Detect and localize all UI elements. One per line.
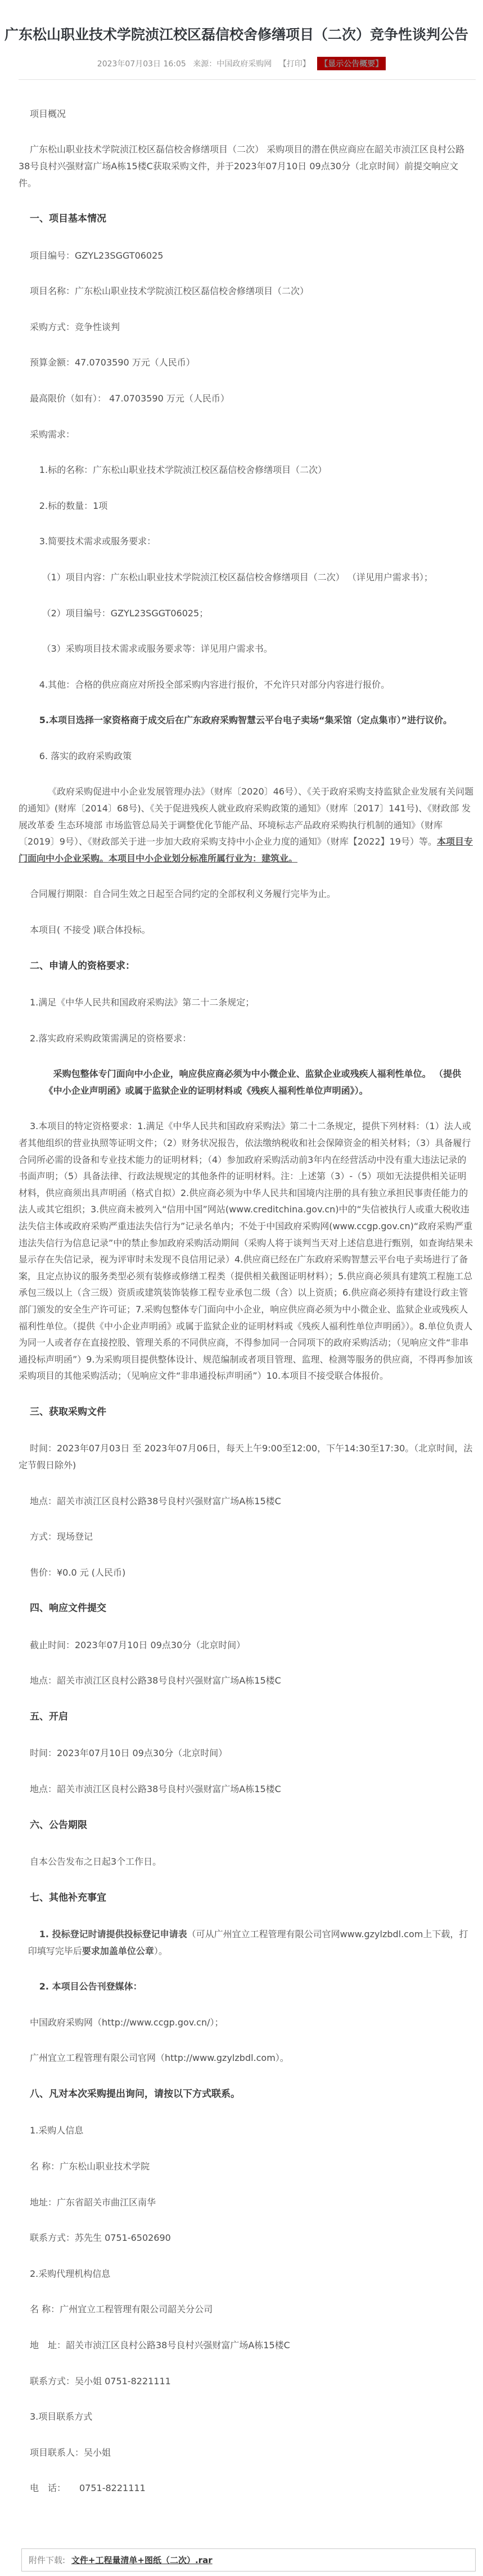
media-1 [30,2014,475,2031]
agency-contact [30,2373,475,2390]
text-segment: （3）采购项目技术需求或服务要求等：详见用户需求书。 [42,643,273,655]
announcement-page [0,25,483,2572]
buyer-contact [30,2230,475,2246]
text-segment: 二、申请人的资格要求： [30,960,135,972]
doc-time [19,1440,475,1473]
text-segment: 3.简要技术需求或服务要求： [39,536,156,547]
agency-address [30,2337,475,2354]
section-5-heading [30,1708,475,1726]
qualification-1 [30,994,475,1011]
document-body [0,80,483,2497]
section-4-heading [30,1600,475,1617]
text-segment: 采购需求： [30,428,75,440]
text-segment: 预算金额：47.0703590 万元（人民币） [30,357,195,368]
submit-place [30,1672,475,1689]
contract-period [30,886,475,903]
text-segment: 最高限价（如有）： 47.0703590 万元（人民币） [30,393,229,404]
doc-method [30,1528,475,1545]
demand-item-3-2 [30,605,475,622]
demand-item-3-1 [30,569,475,586]
text-segment: 2. 本项目公告刊登媒体： [39,1981,142,1992]
text-segment: 地点：韶关市浈江区良村公路38号良村兴强财富广场A栋15楼C [30,1784,281,1794]
text-segment: 2.落实政府采购政策需满足的资格要求： [30,1032,192,1044]
text-segment: 1.满足《中华人民共和国政府采购法》第二十二条规定； [30,997,255,1008]
demand-item-5 [19,712,475,729]
text-segment: 一、项目基本情况 [30,213,106,225]
text-segment: 项目名称：广东松山职业技术学院浈江校区磊信校舍修缮项目（二次） [30,286,309,297]
text-segment: 合同履行期限：自合同生效之日起至合同约定的全部权利义务履行完毕为止。 [30,888,336,900]
text-segment: 七、其他补充事宜 [30,1892,106,1903]
buyer-info-label [30,2122,475,2139]
text-segment: 方式：现场登记 [30,1531,93,1542]
qualification-2 [30,1030,475,1047]
text-segment: 时间：2023年07月10日 09点30分（北京时间） [30,1748,228,1759]
text-segment: 2.采购代理机构信息 [30,2268,111,2279]
source-label: 来源：中国政府采购网 [193,59,272,69]
text-segment: 六、公告期限 [30,1819,87,1831]
meta-bar [0,57,483,70]
project-contact-person [30,2444,475,2461]
attachment-link[interactable]: 文件+工程量清单+图纸（二次）.rar [71,2555,213,2565]
demand-item-3-3 [30,640,475,657]
text-segment: 采购方式：竞争性谈判 [30,321,120,332]
text-segment: 中国政府采购网（http://www.ccgp.gov.cn/）； [30,2016,224,2028]
text-segment: （2）项目编号：GZYL23SGGT06025； [42,607,209,619]
text-segment: 截止时间：2023年07月10日 09点30分（北京时间） [30,1639,246,1650]
buyer-name [30,2158,475,2175]
text-segment: 2.标的数量：1项 [39,500,108,511]
text-segment: 本项目专门面向中小企业采购。本项目中小企业划分标准所属行业为：建筑业。 [19,836,473,864]
text-segment: 广东松山职业技术学院浈江校区磊信校舍修缮项目（二次） 采购项目的潜在供应商应在韶关市浈江区良村公路38号良村兴强财富广场A栋15楼C获取采购文件，并于2023年07月10日 09点30分（北京时间）前提交响应文件。 [19,144,465,188]
text-segment: 项目联系人：吴小姐 [30,2447,111,2458]
text-segment: 1. 投标登记时请提供投标登记申请表 [39,1929,187,1940]
attachment-box [21,2548,476,2572]
consortium-note [30,922,475,939]
max-price [30,390,475,407]
text-segment: 联系方式：苏先生 0751-6502690 [30,2232,171,2244]
text-segment: 1.标的名称：广东松山职业技术学院浈江校区磊信校舍修缮项目（二次） [39,464,327,476]
text-segment: 项目编号：GZYL23SGGT06025 [30,250,164,261]
text-segment: （1）项目内容：广东松山职业技术学院浈江校区磊信校舍修缮项目（二次） （详见用户需求书）； [42,571,433,583]
text-segment: 3.项目联系方式 [30,2411,93,2422]
section-2-heading [30,958,475,975]
demand-item-1 [30,462,475,479]
section-3-heading [30,1404,475,1421]
project-name [30,283,475,300]
text-segment: 本项目( 不接受 )联合体投标。 [30,924,151,936]
announcement-period [30,1853,475,1870]
procurement-demand-label [30,426,475,443]
open-time [30,1745,475,1762]
demand-item-6 [30,748,475,765]
text-segment: 项目概况 [30,108,66,119]
section-7-heading [30,1889,475,1907]
text-segment: 广州宜立工程管理有限公司官网（http://www.gzylzbdl.com）。 [30,2052,289,2064]
procurement-method [30,319,475,336]
project-contact-label [30,2408,475,2425]
text-segment: 自本公告发布之日起3个工作日。 [30,1856,162,1867]
policy-paragraph [19,783,475,867]
agency-info-label [30,2266,475,2282]
text-segment: 名 称：广州宜立工程管理有限公司韶关分公司 [30,2304,213,2315]
attachment-label: 附件下载: [29,2555,66,2565]
section-1-heading [30,210,475,228]
publish-date: 2023年07月03日 16:05 [97,59,186,69]
budget-amount [30,354,475,371]
media-2 [30,2050,475,2067]
buyer-address [30,2194,475,2211]
text-segment: 八、凡对本次采购提出询问，请按以下方式联系。 [30,2088,240,2100]
qualification-3 [19,1118,475,1384]
agency-name [30,2301,475,2318]
text-segment: 联系方式：吴小姐 0751-8221111 [30,2375,171,2386]
demand-item-2 [30,498,475,515]
text-segment: 四、响应文件提交 [30,1603,106,1614]
project-overview [19,141,475,191]
text-segment: （可从广州宜立工程管理有限公司官网www.gzylzbdl.com上下载，打印填写完毕后 [28,1929,468,1956]
project-contact-phone [30,2480,475,2497]
text-segment: 6. 落实的政府采购政策 [39,750,132,761]
open-place [30,1781,475,1798]
text-segment: 电 话： 0751-8221111 [30,2483,146,2494]
text-segment: 售价：¥0.0 元 (人民币) [30,1567,126,1578]
demand-item-4 [30,676,475,693]
text-segment: 名 称：广东松山职业技术学院 [30,2161,150,2172]
text-segment: 《政府采购促进中小企业发展管理办法》（财库〔2020〕46号）、《关于政府采购支持监狱企业发展有关问题的通知》(财库〔2014〕68号)、《关于促进残疾人就业政府采购政策的通知》（财库〔2017〕141号)、《财政部 发展改革委 生态环境部 市场监管总局关于调整优化节能产品、环境标志产品政府采购执行机制的通知》（财库〔2019〕9号）、《财政部关于进一步加大政府采购支持中小企业力度的通知》（财库【2022】19号）等。 [19,786,474,847]
doc-price [30,1564,475,1581]
section-6-heading [30,1817,475,1834]
text-segment: 地 址：韶关市浈江区良村公路38号良村兴强财富广场A栋15楼C [30,2340,290,2351]
supplement-2 [30,1978,475,1995]
page-title: 广东松山职业技术学院浈江校区磊信校舍修缮项目（二次）竞争性谈判公告 [4,26,469,43]
text-segment: 地点：韶关市浈江区良村公路38号良村兴强财富广场A栋15楼C [30,1495,281,1506]
demand-item-3 [30,533,475,550]
text-segment: 1.采购人信息 [30,2125,84,2136]
supplement-1 [19,1926,475,1959]
section-8-heading [30,2086,475,2103]
submit-deadline [30,1637,475,1654]
project-overview-label [30,106,475,123]
text-segment: 5.本项目选择一家资格商于成交后在广东政府采购智慧云平台电子卖场“集采馆（定点集市）”进行议价。 [39,715,453,726]
text-segment: 4.其他：合格的供应商应对所投全部采购内容进行报价，不允许只对部分内容进行报价。 [39,679,390,690]
text-segment: 地点：韶关市浈江区良村公路38号良村兴强财富广场A栋15楼C [30,1675,281,1686]
text-segment: 五、开启 [30,1711,68,1722]
text-segment: 要求加盖单位公章 [82,1945,154,1956]
print-button[interactable]: 【打印】 [278,59,310,69]
project-number [30,247,475,264]
text-segment: 时间：2023年07月03日 至 2023年07月06日，每天上午9:00至12:00，下午14:30至17:30。（北京时间，法定节假日除外) [19,1443,473,1470]
doc-place [30,1493,475,1510]
text-segment: 三、获取采购文件 [30,1406,106,1418]
sme-requirement [30,1066,475,1099]
text-segment: 地址：广东省韶关市曲江区南华 [30,2196,156,2208]
text-segment: 采购包整体专门面向中小企业，响应供应商必须为中小微企业、监狱企业或残疾人福利性单位。 （提供《中小企业声明函》或属于监狱企业的证明材料或《残疾人福利性单位声明函》）。 [44,1068,462,1096]
show-summary-button[interactable]: 【显示公告概要】 [317,57,386,70]
text-segment: ）。 [154,1945,168,1956]
text-segment: 3.本项目的特定资格要求：1.满足《中华人民共和国政府采购法》第二十二条规定，提供下列材料：（1）法人或者其他组织的营业执照等证明文件；（2）财务状况报告，依法缴纳税收和社会保障资金的相关材料；（3）具备履行合同所必需的设备和专业技术能力的证明材料；（4）参加政府采购活动前3年内在经营活动中没有重大违法记录的书面声明；（5）具备法律、行政法规规定的其他条件的证明材料。注：上述第（3）-（5）项如无法提供相关证明材料，供应商须出具声明函（格式自拟）2.供应商必须为中华人民共和国境内注册的具有独立承担民事责任能力的法人或其它组织；3.供应商未被列入“信用中国”网站(www.creditchina.gov.cn)中的“失信被执行人或重大税收违法失信主体或政府采购严重违法失信行为”记录名单内；不处于中国政府采购网(www.ccgp.gov.cn)“政府采购严重违法失信行为信息记录”中的禁止参加政府采购活动期间（采购人将于谈判当天对上述信息进行甄别，如查询结果未显示存在失信记录，视为评审时未发现不良信用记录）4.供应商已经在广东政府采购智慧云平台电子卖场进行了备案，且定点协议的服务类型必须有装修或修缮工程类（提供相关截图证明材料）；5.供应商必须具有建筑工程施工总承包三级以上（含三级）资质或建筑装饰装修工程专业承包二级（含）以上资质；6.供应商必须持有建设行政主管部门颁发的安全生产许可证；7.采购包整体专门面向中小企业，响应供应商必须为中小微企业、监狱企业或残疾人福利性单位。（提供《中小企业声明函》或属于监狱企业的证明材料或《残疾人福利性单位声明函》）。8.单位负责人为同一人或者存在直接控股、管理关系的不同供应商，不得参加同一合同项下的政府采购活动；（见响应文件“非串通投标声明函”）9.为采购项目提供整体设计、规范编制或者项目管理、监理、检测等服务的供应商，不得再参加该采购项目的其他采购活动；（见响应文件“非串通投标声明函”）10.本项目不接受联合体报价。 [19,1121,473,1382]
